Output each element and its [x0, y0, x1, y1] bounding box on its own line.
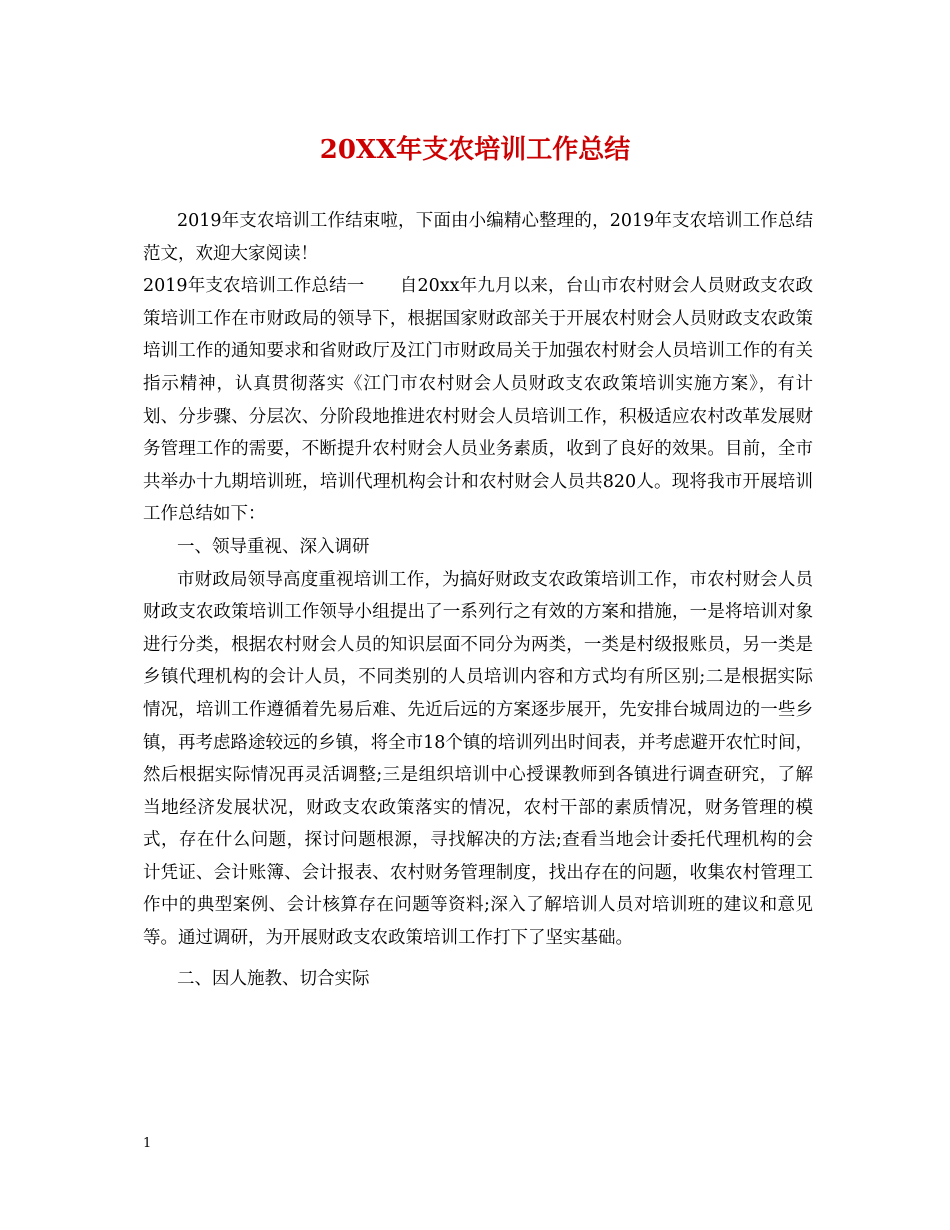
- intro-paragraph: 2019年支农培训工作结束啦，下面由小编精心整理的，2019年支农培训工作总结范文，欢迎大家阅读！: [143, 211, 813, 264]
- document-title: 20XX年支农培训工作总结: [319, 135, 631, 165]
- section-heading-1: 一、领导重视、深入调研: [177, 536, 370, 557]
- page-number: 1: [143, 1136, 152, 1151]
- summary-paragraph-1: 2019年支农培训工作总结一 自20xx年九月以来，台山市农村财会人员财政支农政策培训工作在市财政局的领导下，根据国家财政部关于开展农村财会人员财政支农政策培训工作的通知要求和省财政厅及江门市财政局关于加强农村财会人员培训工作的有关指示精神，认真贯彻落实《江门市农村财会人员财政支农政策培训实施方案》，有计划、分步骤、分层次、分阶段地推进农村财会人员培训工作，积极适应农村改革发展财务管理工作的需要，不断提升农村财会人员业务素质，收到了良好的效果。目前，全市共举办十九期培训班，培训代理机构会计和农村财会人员共820人。现将我市开展培训工作总结如下：: [143, 276, 813, 525]
- section-heading-2: 二、因人施教、切合实际: [177, 968, 370, 989]
- section-paragraph-1: 市财政局领导高度重视培训工作，为搞好财政支农政策培训工作，市农村财会人员财政支农政策培训工作领导小组提出了一系列行之有效的方案和措施，一是将培训对象进行分类，根据农村财会人员的知识层面不同分为两类，一类是村级报账员，另一类是乡镇代理机构的会计人员，不同类别的人员培训内容和方式均有所区别;二是根据实际情况，培训工作遵循着先易后难、先近后远的方案逐步展开，先安排台城周边的一些乡镇，再考虑路途较远的乡镇，将全市18个镇的培训列出时间表，并考虑避开农忙时间，然后根据实际情况再灵活调整;三是组织培训中心授课教师到各镇进行调查研究，了解当地经济发展状况，财政支农政策落实的情况，农村干部的素质情况，财务管理的模式，存在什么问题，探讨问题根源，寻找解决的方法;查看当地会计委托代理机构的会计凭证、会计账簿、会计报表、农村财务管理制度，找出存在的问题，收集农村管理工作中的典型案例、会计核算存在问题等资料;深入了解培训人员对培训班的建议和意见等。通过调研，为开展财政支农政策培训工作打下了坚实基础。: [143, 569, 813, 949]
- document-body: [143, 205, 813, 995]
